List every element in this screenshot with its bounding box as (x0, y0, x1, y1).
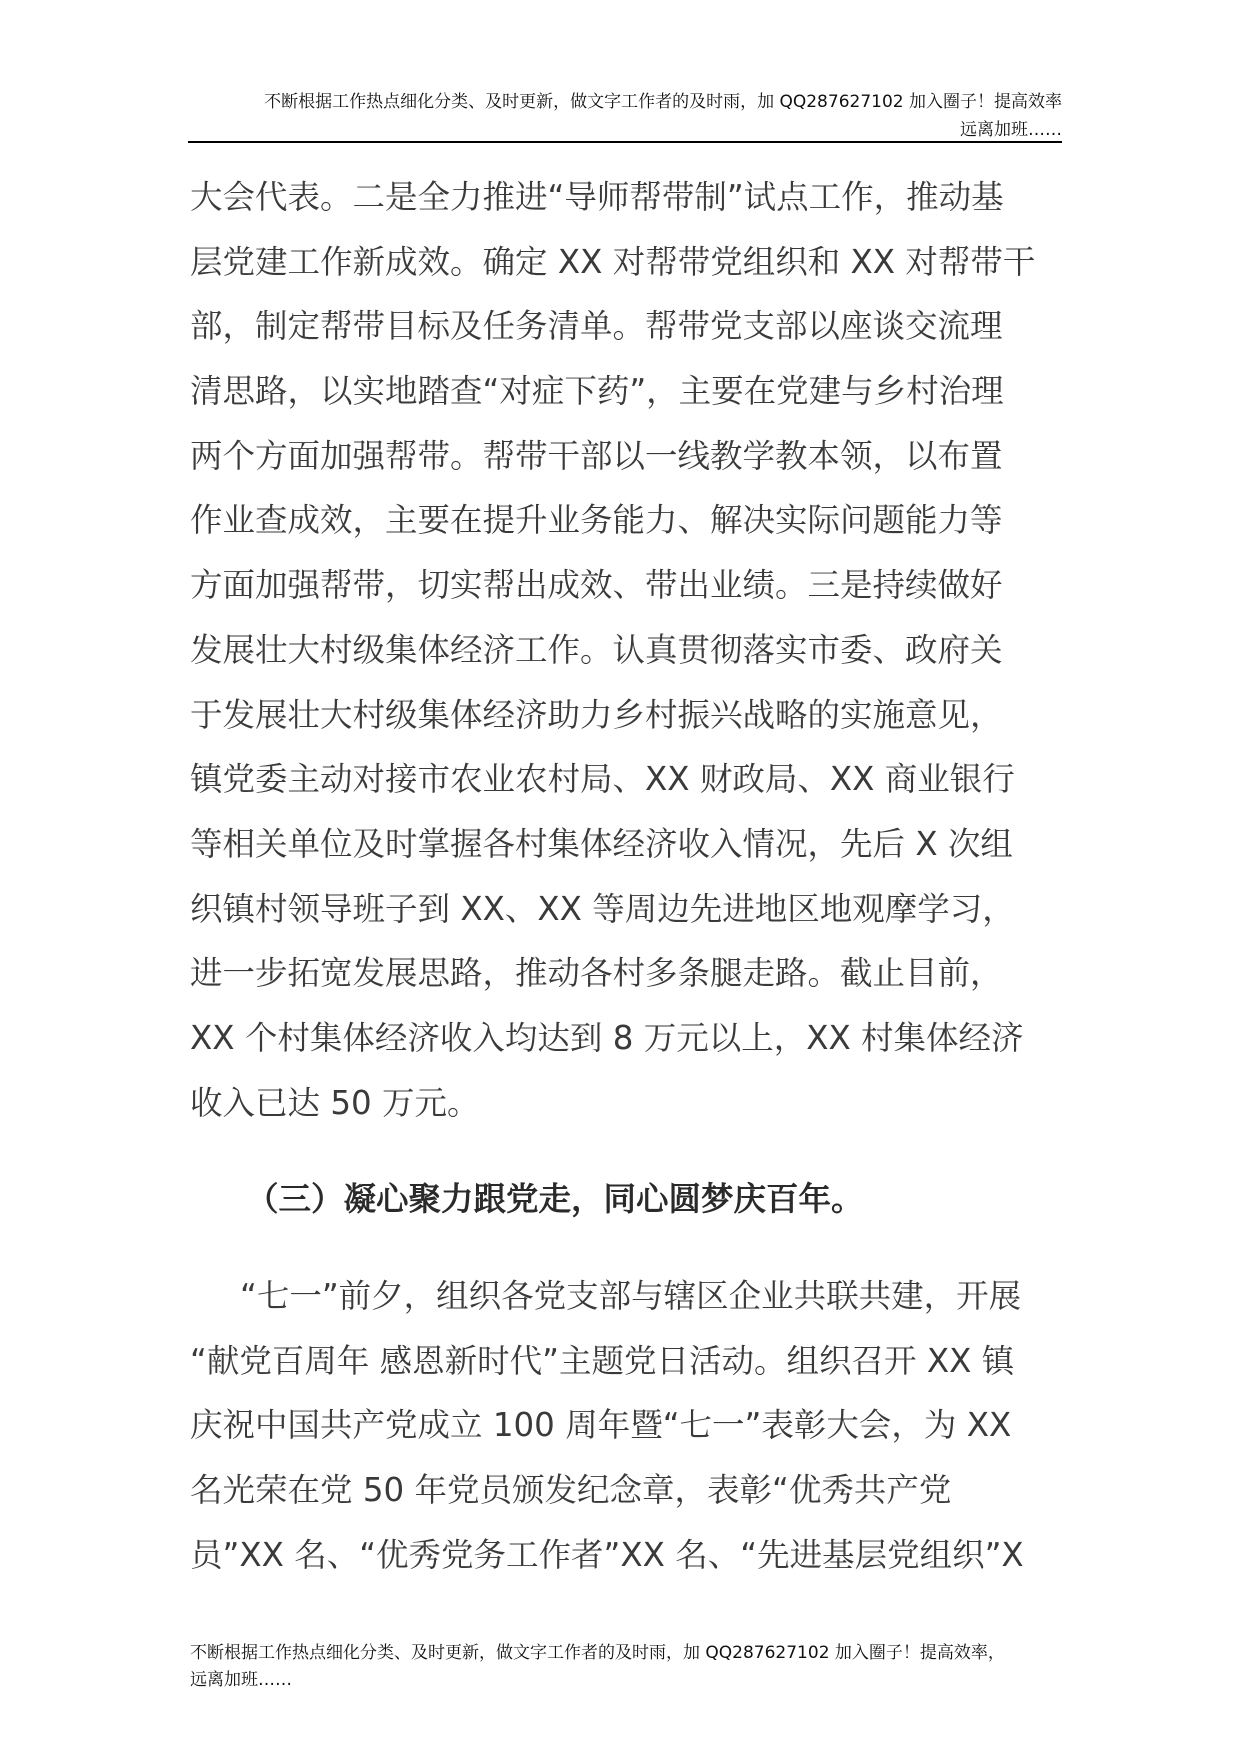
body-line: 员”XX 名、“优秀党务工作者”XX 名、“先进基层党组织”X (190, 1535, 1024, 1574)
body-line: 发展壮大村级集体经济工作。认真贯彻落实市委、政府关 (190, 630, 1003, 669)
body-line: 方面加强帮带，切实帮出成效、带出业绩。三是持续做好 (190, 566, 1003, 605)
page-header (190, 88, 1062, 144)
body-line: 织镇村领导班子到 XX、XX 等周边先进地区地观摩学习， (190, 889, 1015, 928)
body-line: 镇党委主动对接市农业农村局、XX 财政局、XX 商业银行 (190, 760, 1015, 799)
body-text (190, 165, 1060, 1587)
body-line: 庆祝中国共产党成立 100 周年暨“七一”表彰大会，为 XX (190, 1406, 1012, 1445)
body-line: 作业查成效，主要在提升业务能力、解决实际问题能力等 (190, 501, 1003, 540)
section-heading: （三）凝心聚力跟党走，同心圆梦庆百年。 (246, 1180, 864, 1219)
body-line: 名光荣在党 50 年党员颁发纪念章，表彰“优秀共产党 (190, 1471, 952, 1510)
body-line: 层党建工作新成效。确定 XX 对帮带党组织和 XX 对帮带干 (190, 242, 1036, 281)
header-line-1: 不断根据工作热点细化分类、及时更新，做文字工作者的及时雨，加 QQ287627102 加入圈子！提高效率 (264, 92, 1062, 112)
body-line: 于发展壮大村级集体经济助力乡村振兴战略的实施意见， (190, 695, 1003, 734)
page-footer (190, 1640, 1070, 1694)
footer-line-2: 远离加班…… (190, 1670, 292, 1690)
body-line: 等相关单位及时掌握各村集体经济收入情况，先后 X 次组 (190, 824, 1013, 863)
body-line: “献党百周年 感恩新时代”主题党日活动。组织召开 XX 镇 (190, 1341, 1015, 1380)
header-line-2: 远离加班…… (960, 120, 1062, 140)
body-line: XX 个村集体经济收入均达到 8 万元以上，XX 村集体经济 (190, 1018, 1024, 1057)
body-line: 清思路，以实地踏查“对症下药”，主要在党建与乡村治理 (190, 372, 1004, 411)
header-divider (188, 141, 1062, 143)
body-line: 部，制定帮带目标及任务清单。帮带党支部以座谈交流理 (190, 307, 1003, 346)
body-line: “七一”前夕，组织各党支部与辖区企业共联共建，开展 (240, 1277, 1022, 1315)
body-line: 收入已达 50 万元。 (190, 1083, 480, 1122)
footer-line-1: 不断根据工作热点细化分类、及时更新，做文字工作者的及时雨，加 QQ287627102 加入圈子！提高效率， (190, 1643, 1005, 1663)
body-line: 进一步拓宽发展思路，推动各村多条腿走路。截止目前， (190, 954, 1003, 993)
body-line: 两个方面加强帮带。帮带干部以一线教学教本领，以布置 (190, 436, 1003, 475)
body-line: 大会代表。二是全力推进“导师帮带制”试点工作，推动基 (190, 178, 1004, 216)
